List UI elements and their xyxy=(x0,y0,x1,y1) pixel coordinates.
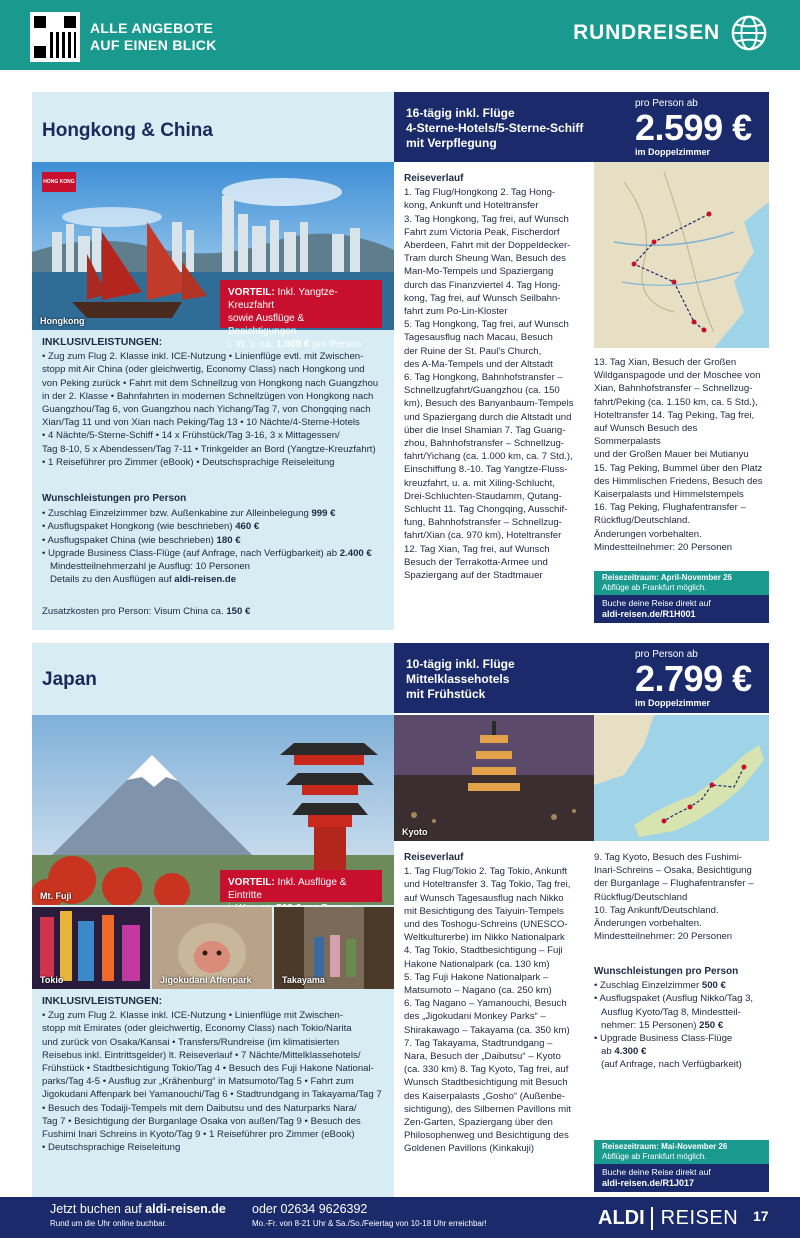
optional-line xyxy=(594,1058,764,1071)
footer-phone-hours: Mo.-Fr. von 8-21 Uhr & Sa./So./Feiertag von 10-18 Uhr erreichbar! xyxy=(252,1219,487,1228)
price-label: pro Person ab xyxy=(635,98,698,109)
advantage-label: VORTEIL: xyxy=(228,877,275,888)
subtitle-line: 4-Sterne-Hotels/5-Sterne-Schiff xyxy=(406,121,584,135)
optional-text: ab xyxy=(601,1046,615,1058)
optional-text: • Upgrade Business Class-Flüge (auf Anfrage, nach Verfügbarkeit) ab xyxy=(42,547,340,559)
advantage-text: pro Person xyxy=(309,339,362,350)
itinerary-continued xyxy=(594,851,764,943)
kyoto-image xyxy=(394,715,594,841)
itinerary-line: Einschiffung 8.-10. Tag Yangtze-Fluss- xyxy=(404,464,568,476)
inclusive-line: • Zug zum Flug 2. Klasse inkl. ICE-Nutzung • Linienflüge mit Zwischen- xyxy=(42,1010,344,1022)
optional-text: nehmer: 15 Personen) xyxy=(601,1019,700,1031)
optional-price: 999 € xyxy=(311,508,336,520)
subtitle-line: mit Frühstück xyxy=(406,687,486,701)
optional-text: Details zu den Ausflügen auf xyxy=(50,574,175,586)
map-marker xyxy=(692,320,697,325)
itinerary-line: über die Insel Shamian 7. Tag Guang- xyxy=(404,424,566,436)
itinerary-line: 9. Tag Kyoto, Besuch des Fushimi- xyxy=(594,852,743,863)
itinerary-line: auf Wunsch Besuch des Sommerpalasts xyxy=(594,423,698,448)
inclusive-line: • Deutschsprachige Reiseleitung xyxy=(42,1142,181,1154)
itinerary-line: Schlucht 11. Tag Chongqing, Ausschif- xyxy=(404,504,568,516)
advantage-text: sowie Ausflüge & Besichtigungen xyxy=(228,313,305,337)
advantage-box xyxy=(220,280,382,350)
inclusive-line: in der 2. Klasse • Bahnfahrten in modernen Schnellzügen von Hongkong nach xyxy=(42,390,374,402)
itinerary-line: Kaiserpalasts und Himmelstempels xyxy=(594,489,744,501)
optional-text: • Zuschlag Einzelzimmer xyxy=(594,980,702,992)
map-marker xyxy=(742,765,747,770)
itinerary-line: Tagesausflug nach Macau, Besuch xyxy=(404,332,553,344)
itinerary-line: kreuzfahrt, u. a. mit Xiling-Schlucht, xyxy=(404,477,555,489)
subtitle-line: 10-tägig inkl. Flüge xyxy=(406,657,515,671)
inclusive-line: stopp mit Emirates (oder gleichwertig, Economy Class) nach Tokio/Narita xyxy=(42,1023,352,1035)
china-map xyxy=(594,162,769,348)
itinerary-line: fahrt/Peking (ca. 1.150 km, ca. 5 Std.), xyxy=(594,396,758,408)
optional-text: Mindestteilnehmerzahl je Ausflug: 10 Personen xyxy=(50,561,250,573)
itinerary-line: Nara, Besuch der „Daibutsu“ – Kyoto xyxy=(404,1051,561,1063)
photo-caption: Mt. Fuji xyxy=(40,891,72,901)
extra-costs xyxy=(42,606,250,617)
inclusive-services xyxy=(42,336,387,469)
optional-text: • Ausflugspaket China (wie beschrieben) xyxy=(42,534,217,546)
itinerary-line: der Burganlage – Flughafentransfer – xyxy=(594,878,754,890)
itinerary-line: km), Besuch des Banyanbaum-Tempels xyxy=(404,398,574,410)
itinerary-line: kong, Tag frei, auf Wunsch Seilbahn- xyxy=(404,292,561,304)
optional-services xyxy=(42,492,387,586)
optional-line xyxy=(42,547,387,560)
inclusive-line: parks/Tag 4-5 • Ausflug zur „Krähenburg“ in Matsumoto/Tag 5 • Fahrt zum xyxy=(42,1076,354,1088)
itinerary-title: Reiseverlauf xyxy=(404,852,464,863)
price-box xyxy=(635,98,757,157)
itinerary-line: auf Wunsch Tagesausflug nach Nikko xyxy=(404,892,564,904)
itinerary-line: Weltkulturerbe) im Nikko Nationalpark xyxy=(404,932,565,944)
itinerary-line: und Spaziergang durch die Altstadt und xyxy=(404,411,572,423)
footer-bar xyxy=(0,1197,800,1238)
inclusive-line: Tag 7 • Besichtigung der Burganlage Osaka von außen/Tag 9 • Besuch des xyxy=(42,1115,361,1127)
optional-line xyxy=(42,507,387,520)
itinerary-line: des A-Ma-Tempels und der Altstadt xyxy=(404,358,553,370)
page-number: 17 xyxy=(753,1208,769,1224)
optional-price: 180 € xyxy=(216,534,241,546)
photo-caption: Tokio xyxy=(40,975,64,985)
price-band xyxy=(394,92,769,162)
itinerary-line: Rückflug/Deutschland. xyxy=(594,515,690,527)
japan-map xyxy=(594,715,769,841)
map-marker xyxy=(707,212,712,217)
itinerary-line: Inari-Schreins – Osaka, Besichtigung xyxy=(594,865,752,877)
inclusive-line: Reisebus inkl. Eintrittsgelder) lt. Reiseverlauf • 7 Nächte/Mittelklassehotels/ xyxy=(42,1049,361,1061)
itinerary-line: Spaziergang auf der Stadtmauer xyxy=(404,570,543,582)
category-label: RUNDREISEN xyxy=(573,21,720,44)
globe-icon xyxy=(730,14,768,52)
logo-reisen: REISEN xyxy=(660,1206,739,1229)
optional-line xyxy=(42,573,387,586)
price-room: im Doppelzimmer xyxy=(635,698,711,708)
itinerary-line: Drei-Schluchten-Staudamm, Qutang- xyxy=(404,490,562,502)
booking-url[interactable]: aldi-reisen.de/R1J017 xyxy=(602,1178,695,1188)
map-marker xyxy=(632,262,637,267)
booking-text: Buche deine Reise direkt auf xyxy=(602,1167,711,1177)
optional-text: Ausflug Kyoto/Tag 8, Mindestteil- xyxy=(601,1006,741,1018)
itinerary-line: durch das Finanzviertel 4. Tag Hong- xyxy=(404,279,561,291)
all-offers-label xyxy=(90,20,217,54)
itinerary-line: Änderungen vorbehalten. xyxy=(594,528,702,540)
hongkong-badge: HONG KONG xyxy=(42,172,76,192)
map-marker xyxy=(652,240,657,245)
inclusive-line: stopp mit Air China (oder gleichwertig, Economy Class) nach Hongkong und xyxy=(42,364,365,376)
booking-link[interactable] xyxy=(594,595,769,623)
takayama-photo xyxy=(274,907,394,989)
optional-price: 2.400 € xyxy=(339,547,372,559)
itinerary-line: Rückflug/Deutschland xyxy=(594,891,688,903)
itinerary-line: des Himmlischen Friedens, Besuch des xyxy=(594,475,763,487)
optional-text: • Ausflugspaket Hongkong (wie beschrieben) xyxy=(42,521,236,533)
travel-period-label: Reisezeitraum: Mai-November 26 xyxy=(602,1142,728,1151)
optional-text: (auf Anfrage, nach Verfügbarkeit) xyxy=(601,1059,742,1071)
itinerary xyxy=(404,851,588,1156)
travel-period xyxy=(594,1140,769,1164)
inclusive-line: Frühstück • Stadtbesichtigung Tokio/Tag 4 • Besuch des Fuji Hakone National- xyxy=(42,1063,374,1075)
itinerary-line: Besuch der Terrakotta-Armee und xyxy=(404,556,548,568)
subtitle-line: mit Verpflegung xyxy=(406,136,497,150)
itinerary-line: Hakone Nationalpark (ca. 130 km) xyxy=(404,958,550,970)
itinerary-line: 16. Tag Peking, Flughafentransfer – xyxy=(594,502,746,514)
footer-booking-text: Jetzt buchen auf xyxy=(50,1202,146,1216)
itinerary-line: Aberdeen, Fahrt mit der Doppeldecker- xyxy=(404,240,571,252)
advantage-label: VORTEIL: xyxy=(228,287,275,298)
itinerary-continued xyxy=(594,356,764,554)
price-room: im Doppelzimmer xyxy=(635,147,711,157)
itinerary-line: 12. Tag Xian, Tag frei, auf Wunsch xyxy=(404,543,550,555)
subtitle-line: 16-tägig inkl. Flüge xyxy=(406,106,515,120)
offer-title: Hongkong & China xyxy=(42,120,213,141)
optional-line xyxy=(594,1045,764,1058)
itinerary-line: sichtigung), des Silbernen Pavillons mit xyxy=(404,1103,571,1115)
map-marker xyxy=(710,783,715,788)
booking-link[interactable] xyxy=(594,1164,769,1192)
itinerary-line: und des Toshogu-Schreins (UNESCO- xyxy=(404,919,568,931)
inclusive-line: • Besuch des Todaiji-Tempels mit dem Daibutsu und des Naturparks Nara/ xyxy=(42,1102,357,1114)
optional-price: 4.300 € xyxy=(614,1046,647,1058)
itinerary-line: und der Großen Mauer bei Mutianyu xyxy=(594,449,749,461)
itinerary-line: Wildganspagode und der Moschee von xyxy=(594,370,761,382)
itinerary-line: 6. Tag Nagano – Yamanouchi, Besuch xyxy=(404,998,567,1010)
itinerary-line: Wunsch Stadtbesichtigung mit Besuch xyxy=(404,1077,568,1089)
itinerary-line: 6. Tag Hongkong, Bahnhofstransfer – xyxy=(404,372,563,384)
inclusive-line: Jigokudani Affenpark bei Yamanouchi/Tag 6 • Stadtrundgang in Takayama/Tag 7 xyxy=(42,1089,382,1101)
advantage-box xyxy=(220,870,382,902)
itinerary-line: zhou, Bahnhofstransfer – Schnellzug- xyxy=(404,438,564,450)
inclusive-line: Xian/Tag 11 und von Xian nach Peking/Tag 13 • 10 Nächte/4-Sterne-Hotels xyxy=(42,417,360,429)
optional-price: 460 € xyxy=(235,521,260,533)
kyoto-photo xyxy=(394,715,594,841)
details-link[interactable]: aldi-reisen.de xyxy=(174,574,237,586)
itinerary-line: Mindestteilnehmer: 20 Personen xyxy=(594,541,733,553)
optional-price: 250 € xyxy=(699,1019,724,1031)
itinerary-line: des „Jigokudani Monkey Parks“ – xyxy=(404,1011,546,1023)
itinerary-line: Xian, Bahnhofstransfer – Schnellzug- xyxy=(594,383,753,395)
optional-services xyxy=(594,965,764,1072)
optional-text: • Upgrade Business Class-Flüge xyxy=(594,1033,733,1045)
offer-title: Japan xyxy=(42,669,97,690)
inclusive-line: • 4 Nächte/5-Sterne-Schiff • 14 x Frühstück/Tag 3-16, 3 x Mittagessen/ xyxy=(42,430,340,442)
itinerary-line: des Kaiserpalasts „Gosho“ (Außenbe- xyxy=(404,1090,566,1102)
photo-caption: Kyoto xyxy=(402,827,428,837)
itinerary-line: Man-Mo-Tempels und Spaziergang xyxy=(404,266,554,278)
inclusive-services xyxy=(42,995,387,1154)
optional-text: • Zuschlag Einzelzimmer bzw. Außenkabine zur Alleinbelegung xyxy=(42,508,312,520)
logo-aldi: ALDI xyxy=(598,1207,653,1230)
itinerary-line: kong, Ankunft und Hoteltransfer xyxy=(404,200,539,212)
china-route-map xyxy=(594,162,769,348)
tokio-photo xyxy=(32,907,150,989)
itinerary-line: Zen-Garten, Spaziergang über den xyxy=(404,1117,553,1129)
qr-code[interactable] xyxy=(30,12,80,62)
itinerary-line: Fahrt zum Victoria Peak, Fischerdorf xyxy=(404,226,560,238)
optional-line xyxy=(42,534,387,547)
itinerary-line: Philosophenweg und Besichtigung des xyxy=(404,1130,569,1142)
itinerary-line: Schnellzugfahrt/Guangzhou (ca. 150 xyxy=(404,385,560,397)
top-bar xyxy=(0,0,800,70)
category-title xyxy=(573,14,768,52)
itinerary-line: 13. Tag Xian, Besuch der Großen xyxy=(594,357,737,368)
japan-route-map xyxy=(594,715,769,841)
itinerary-line: Goldenen Pavillons (Kinkakuji) xyxy=(404,1143,535,1155)
optional-text: • Ausflugspaket (Ausflug Nikko/Tag 3, xyxy=(594,993,754,1005)
offer-subtitle xyxy=(406,657,515,702)
jigokudani-photo xyxy=(152,907,272,989)
itinerary-title: Reiseverlauf xyxy=(404,173,464,184)
itinerary-line: Hoteltransfer 14. Tag Peking, Tag frei, xyxy=(594,409,755,421)
itinerary-line: Matsumoto – Nagano (ca. 250 km) xyxy=(404,985,552,997)
offer-subtitle xyxy=(406,106,583,151)
itinerary-line: 5. Tag Fuji Hakone Nationalpark – xyxy=(404,971,549,983)
itinerary-line: der Ruine der St. Paul's Church, xyxy=(404,345,542,357)
inclusive-line: • 1 Reiseführer pro Zimmer (eBook) • Deutschsprachige Reiseleitung xyxy=(42,456,335,468)
optional-line xyxy=(594,992,764,1005)
inclusive-line: • Zug zum Flug 2. Klasse inkl. ICE-Nutzung • Linienflüge evtl. mit Zwischen- xyxy=(42,351,364,363)
itinerary-line: 15. Tag Peking, Bummel über den Platz xyxy=(594,462,763,474)
extra-costs-value: 150 € xyxy=(226,606,251,617)
photo-caption: Takayama xyxy=(282,975,325,985)
booking-text: Buche deine Reise direkt auf xyxy=(602,598,711,608)
optional-line xyxy=(594,1006,764,1019)
optional-line xyxy=(42,520,387,533)
price-box xyxy=(635,649,757,708)
price-label: pro Person ab xyxy=(635,649,698,660)
photo-caption: Hongkong xyxy=(40,316,85,326)
itinerary-line: fahrt/Yichang (ca. 1.000 km, ca. 7 Std.), xyxy=(404,451,573,463)
map-marker xyxy=(688,805,693,810)
advantage-text: Inkl. Yangtze-Kreuzfahrt xyxy=(228,287,338,311)
map-marker xyxy=(672,280,677,285)
inclusive-line: Tag 8-10, 5 x Abendessen/Tag 7-11 • Trinkgelder an Bord (Yangtze-Kreuzfahrt) xyxy=(42,443,376,455)
footer-booking xyxy=(50,1202,226,1216)
itinerary-line: Shirakawago – Takayama (ca. 350 km) xyxy=(404,1024,570,1036)
offer-hongkong-china xyxy=(32,92,769,630)
itinerary-line: Tram durch Sheung Wan, Besuch des xyxy=(404,253,566,265)
advantage-text: i. W. v. ca. xyxy=(228,339,277,350)
travel-period xyxy=(594,571,769,595)
optional-line xyxy=(42,560,387,573)
travel-period-note: Abflüge ab Frankfurt möglich. xyxy=(602,583,707,592)
booking-url[interactable]: aldi-reisen.de/R1H001 xyxy=(602,609,696,619)
itinerary-line: (ca. 330 km) 8. Tag Kyoto, Tag frei, auf xyxy=(404,1064,569,1076)
itinerary-line: 10. Tag Ankunft/Deutschland. xyxy=(594,904,719,916)
subtitle-line: Mittelklassehotels xyxy=(406,672,510,686)
itinerary-line: mit Besichtigung des Taiyuin-Tempels xyxy=(404,905,564,917)
itinerary-line: und Hoteltransfer 3. Tag Tokio, Tag frei, xyxy=(404,879,571,891)
inclusive-line: und zurück von Osaka/Kansai • Transfers/Rundreise (im klimatisierten xyxy=(42,1036,340,1048)
itinerary-line: 7. Tag Takayama, Stadtrundgang – xyxy=(404,1037,553,1049)
inclusive-line: Fushimi Inari Schreins in Kyoto/Tag 9 • 1 Reiseführer pro Zimmer (eBook) xyxy=(42,1129,355,1141)
extra-costs-text: Zusatzkosten pro Person: Visum China ca. xyxy=(42,606,227,617)
itinerary-line: Mindestteilnehmer: 20 Personen xyxy=(594,931,733,943)
inclusive-title: INKLUSIVLEISTUNGEN: xyxy=(42,995,163,1007)
optional-title: Wunschleistungen pro Person xyxy=(594,966,739,977)
price-value: 2.799 € xyxy=(635,658,752,699)
itinerary-line: 4. Tag Tokio, Stadtbesichtigung – Fuji xyxy=(404,945,563,957)
price-band xyxy=(394,643,769,713)
optional-line xyxy=(594,1032,764,1045)
optional-line xyxy=(594,1019,764,1032)
itinerary xyxy=(404,172,588,582)
all-offers-line2: AUF EINEN BLICK xyxy=(90,37,217,53)
itinerary-line: 5. Tag Hongkong, Tag frei, auf Wunsch xyxy=(404,319,569,331)
photo-caption: Jigokudani Affenpark xyxy=(160,975,252,985)
aldi-reisen-logo xyxy=(598,1202,738,1234)
all-offers-line1: ALLE ANGEBOTE xyxy=(90,20,214,36)
map-marker xyxy=(702,328,707,333)
footer-phone[interactable]: oder 02634 9626392 xyxy=(252,1202,368,1216)
itinerary-line: 1. Tag Flug/Hongkong 2. Tag Hong- xyxy=(404,187,556,199)
inclusive-title: INKLUSIVLEISTUNGEN: xyxy=(42,336,163,348)
footer-website-link[interactable]: aldi-reisen.de xyxy=(145,1202,226,1216)
price-value: 2.599 € xyxy=(635,107,752,148)
itinerary-line: fahrt zum Po-Lin-Kloster xyxy=(404,306,508,318)
itinerary-line: fung, Bahnhofstransfer – Schnellzug- xyxy=(404,517,562,529)
optional-price: 500 € xyxy=(701,980,726,992)
itinerary-line: 1. Tag Flug/Tokio 2. Tag Tokio, Ankunft xyxy=(404,866,568,878)
itinerary-line: fahrt/Xian (ca. 970 km), Hoteltransfer xyxy=(404,530,562,542)
travel-period-note: Abflüge ab Frankfurt möglich. xyxy=(602,1152,707,1161)
travel-period-label: Reisezeitraum: April-November 26 xyxy=(602,573,732,582)
footer-booking-note: Rund um die Uhr online buchbar. xyxy=(50,1219,167,1228)
advantage-text: Inkl. Ausflüge & Eintritte xyxy=(228,877,347,901)
advantage-value: 1.000 € xyxy=(276,339,310,350)
map-marker xyxy=(662,819,667,824)
offer-japan xyxy=(32,643,769,1197)
inclusive-line: Guangzhou/Tag 6, von Guangzhou nach Yichang/Tag 7, von Chongqing nach xyxy=(42,404,371,416)
optional-title: Wunschleistungen pro Person xyxy=(42,493,187,504)
optional-line xyxy=(594,979,764,992)
itinerary-line: Änderungen vorbehalten. xyxy=(594,918,702,930)
itinerary-line: 3. Tag Hongkong, Tag frei, auf Wunsch xyxy=(404,213,569,225)
inclusive-line: von Peking zurück • Fahrt mit dem Schnellzug von Hongkong nach Guangzhou xyxy=(42,377,379,389)
